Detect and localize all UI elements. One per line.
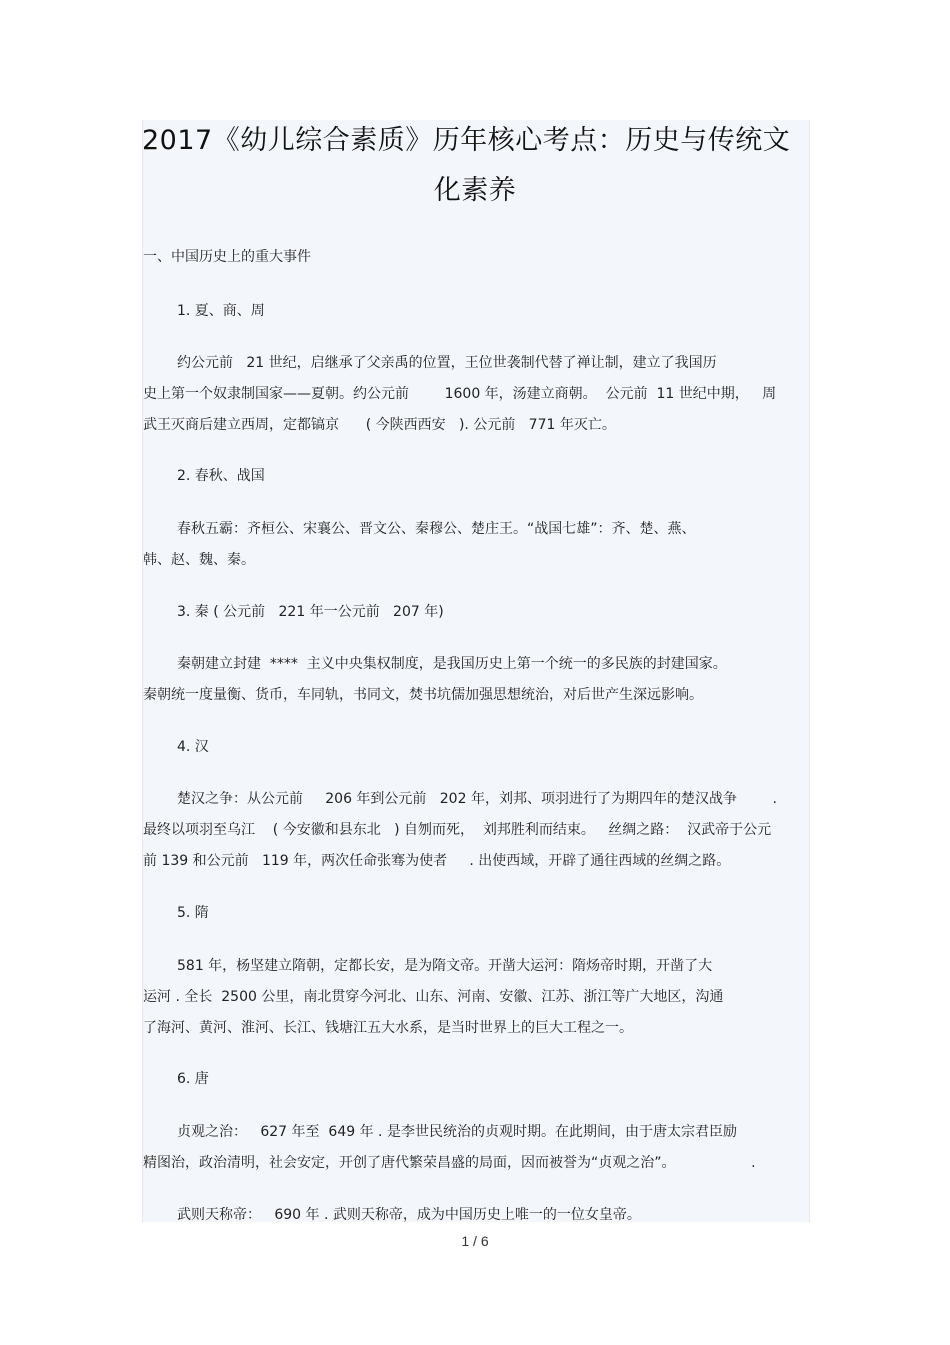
paragraph-line: 精图治，政治清明，社会安定，开创了唐代繁荣昌盛的局面，因而被誉为“贞观之治”。 . [143, 1155, 756, 1171]
paragraph-line: 春秋五霸：齐桓公、宋襄公、晋文公、秦穆公、楚庄王。“战国七雄”：齐、楚、燕、 [177, 521, 696, 537]
subheading-chunqiu-zhanguo: 2. 春秋、战国 [177, 468, 265, 484]
paragraph-line: 秦朝建立封建 **** 主义中央集权制度，是我国历史上第一个统一的多民族的封建国家。 [177, 656, 727, 672]
document-title-line-2: 化素养 [433, 175, 517, 206]
subheading-sui: 5. 隋 [177, 905, 209, 921]
paragraph-line: 581 年，杨坚建立隋朝，定都长安，是为隋文帝。开凿大运河：隋炀帝时期，开凿了大 [177, 958, 713, 974]
paragraph-line: 武王灭商后建立西周，定都镐京 ( 今陕西西安 ). 公元前 771 年灭亡。 [143, 417, 616, 433]
paragraph-line: 约公元前 21 世纪，启继承了父亲禹的位置，王位世袭制代替了禅让制，建立了我国历 [177, 355, 717, 371]
paragraph-line: 韩、赵、魏、秦。 [143, 552, 255, 568]
paragraph-line: 了海河、黄河、淮河、长江、钱塘江五大水系，是当时世界上的巨大工程之一。 [143, 1020, 633, 1036]
subheading-qin: 3. 秦 ( 公元前 221 年一公元前 207 年) [177, 604, 444, 620]
paragraph-line: 前 139 和公元前 119 年，两次任命张骞为使者 . 出使西域，开辟了通往西域的丝绸之路。 [143, 853, 731, 869]
paragraph-line: 贞观之治： 627 年至 649 年 . 是李世民统治的贞观时期。在此期间，由于唐太宗君臣励 [177, 1124, 737, 1140]
paragraph-line: 楚汉之争：从公元前 206 年到公元前 202 年，刘邦、项羽进行了为期四年的楚汉战争 . [177, 791, 777, 807]
subheading-han: 4. 汉 [177, 739, 209, 755]
page-number: 1 / 6 [461, 1233, 489, 1249]
paragraph-line: 运河 . 全长 2500 公里，南北贯穿今河北、山东、河南、安徽、江苏、浙江等广大地区，沟通 [143, 989, 724, 1005]
paragraph-line: 秦朝统一度量衡、货币，车同轨，书同文，焚书坑儒加强思想统治，对后世产生深远影响。 [143, 687, 703, 703]
section-heading: 一、中国历史上的重大事件 [143, 249, 311, 265]
paragraph-line: 最终以项羽至乌江 ( 今安徽和县东北 ) 自刎而死， 刘邦胜利而结束。 丝绸之路： 汉武帝于公元 [143, 822, 772, 838]
paragraph-line: 武则天称帝： 690 年 . 武则天称帝，成为中国历史上唯一的一位女皇帝。 [177, 1207, 641, 1223]
subheading-tang: 6. 唐 [177, 1071, 209, 1087]
document-title-line-1: 2017《幼儿综合素质》历年核心考点：历史与传统文 [142, 125, 791, 156]
subheading-xia-shang-zhou: 1. 夏、商、周 [177, 303, 265, 319]
paragraph-line: 史上第一个奴隶制国家——夏朝。约公元前 1600 年，汤建立商朝。 公元前 11 世纪中期， 周 [143, 386, 777, 402]
